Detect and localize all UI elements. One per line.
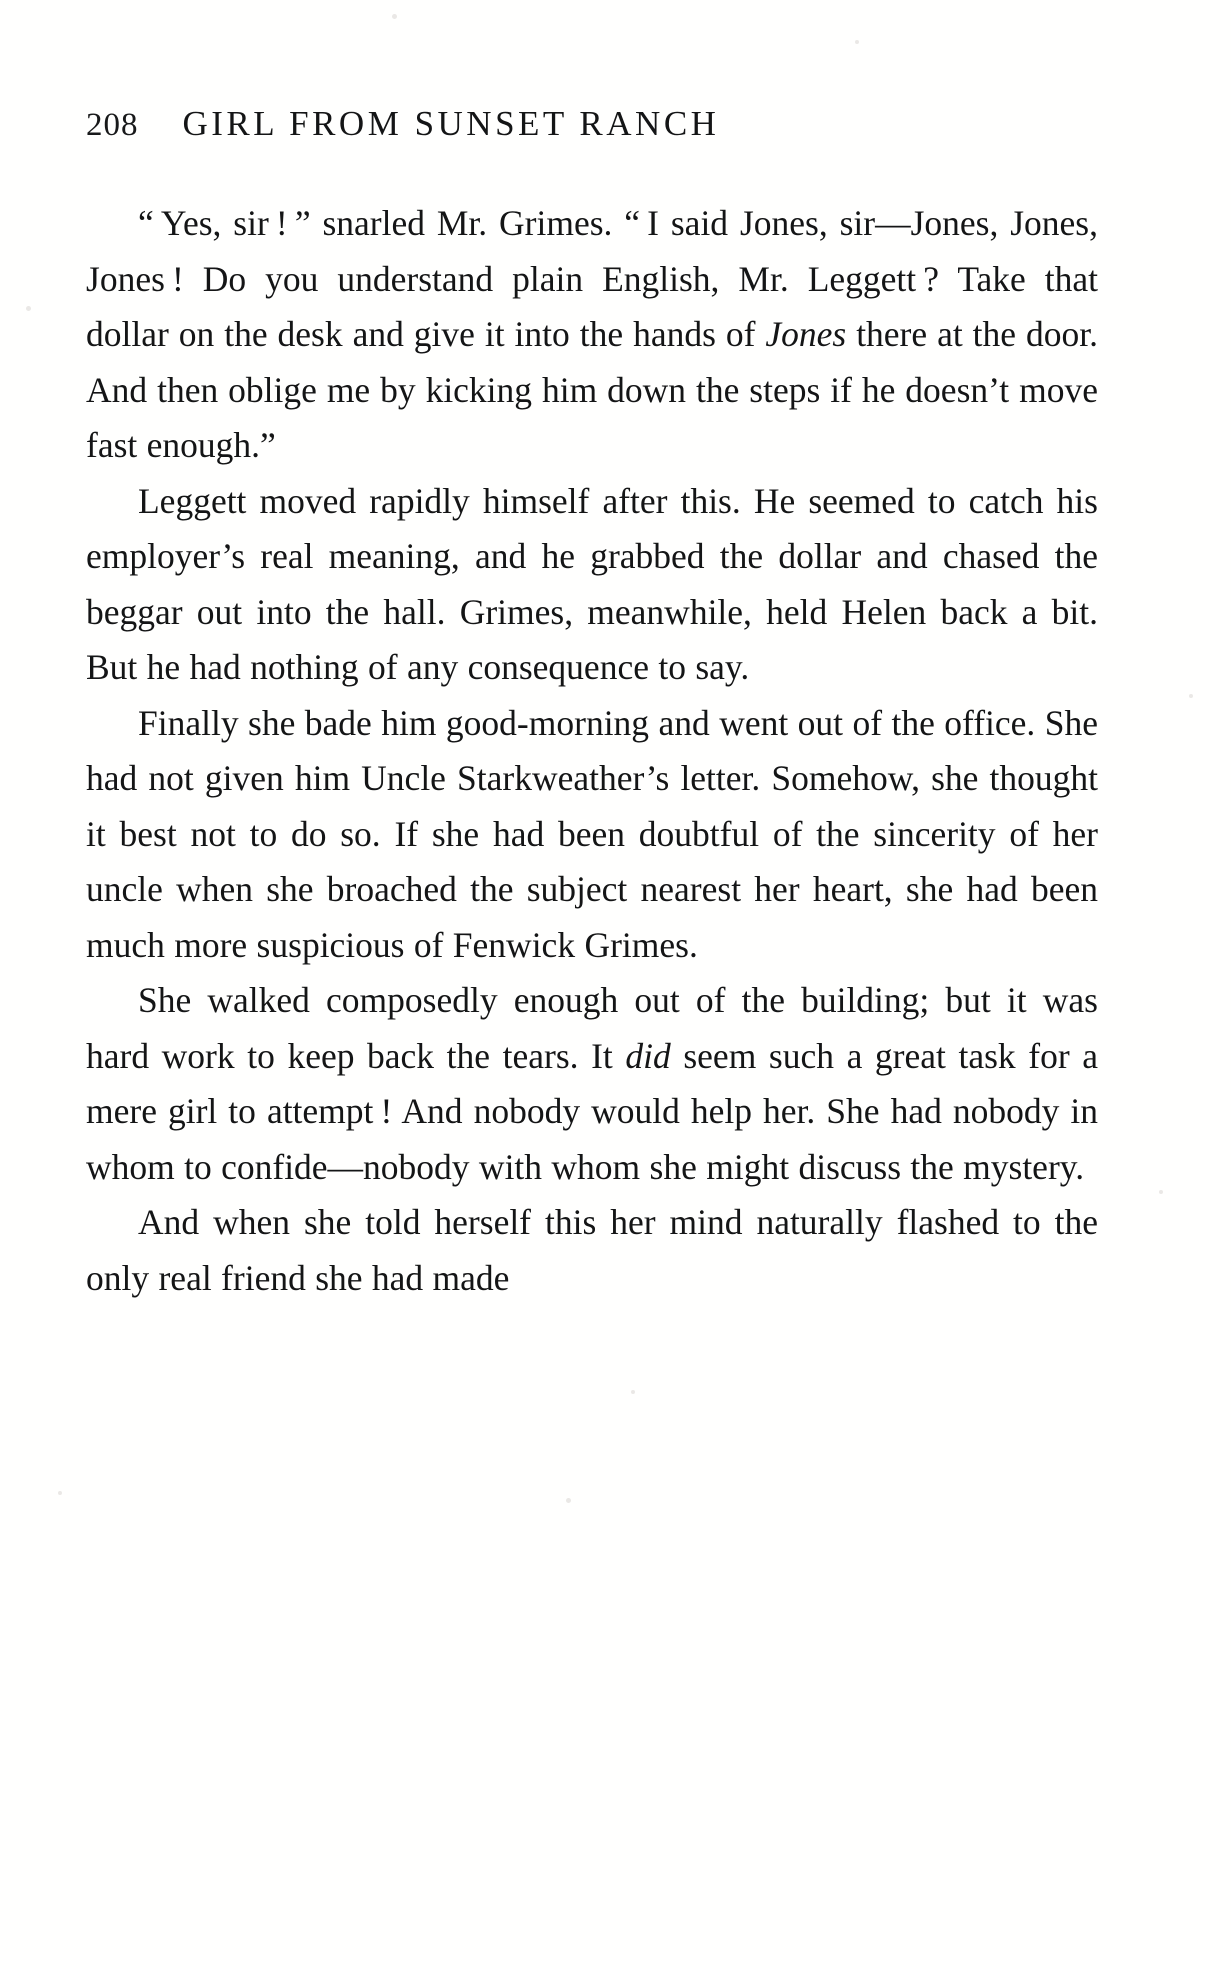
paper-speck <box>631 1390 635 1394</box>
paper-speck <box>392 14 397 19</box>
paper-speck <box>58 1491 62 1495</box>
paper-speck <box>1189 694 1193 698</box>
paragraph: She walked composedly enough out of the building; but it was hard work to keep back the tears. It did seem such a great task for a mere girl to attempt ! And nobody would help her. She had nobody in whom to confide—nobody with whom she might discuss the mystery. <box>86 980 1098 1187</box>
paragraph: Leggett moved rapidly himself after this. He seemed to catch his employer’s real meaning, and he grabbed the dollar and chased the beggar out into the hall. Grimes, meanwhile, held Helen back a bit. But he had nothing of any consequence to say. <box>86 480 1098 687</box>
running-head <box>86 104 1126 144</box>
paper-speck <box>566 1498 571 1503</box>
paper-speck <box>855 40 859 44</box>
paragraph: “ Yes, sir ! ” snarled Mr. Grimes. “ I said Jones, sir—Jones, Jones, Jones ! Do you understand plain English, Mr. Leggett ? Take that dollar on the desk and give it into the hands of Jones there at the door. And then oblige me by kicking him down the steps if he doesn’t move fast enough.” <box>86 203 1098 465</box>
paragraph: And when she told herself this her mind naturally flashed to the only real friend she had made <box>86 1202 1098 1298</box>
italic-word: did <box>625 1035 671 1076</box>
italic-word: Jones <box>765 314 847 354</box>
body-text <box>86 196 1098 1306</box>
paper-speck <box>1159 1190 1163 1194</box>
page-number: 208 <box>86 107 139 143</box>
book-title: GIRL FROM SUNSET RANCH <box>182 104 720 143</box>
paragraph: Finally she bade him good-morning and went out of the office. She had not given him Uncle Starkweather’s letter. Somehow, she thought it best not to do so. If she had been doubtful of the sincerity of her uncle when she broached the subject nearest her heart, she had been much more suspicious of Fenwick Grimes. <box>86 702 1098 965</box>
paper-speck <box>26 306 31 311</box>
